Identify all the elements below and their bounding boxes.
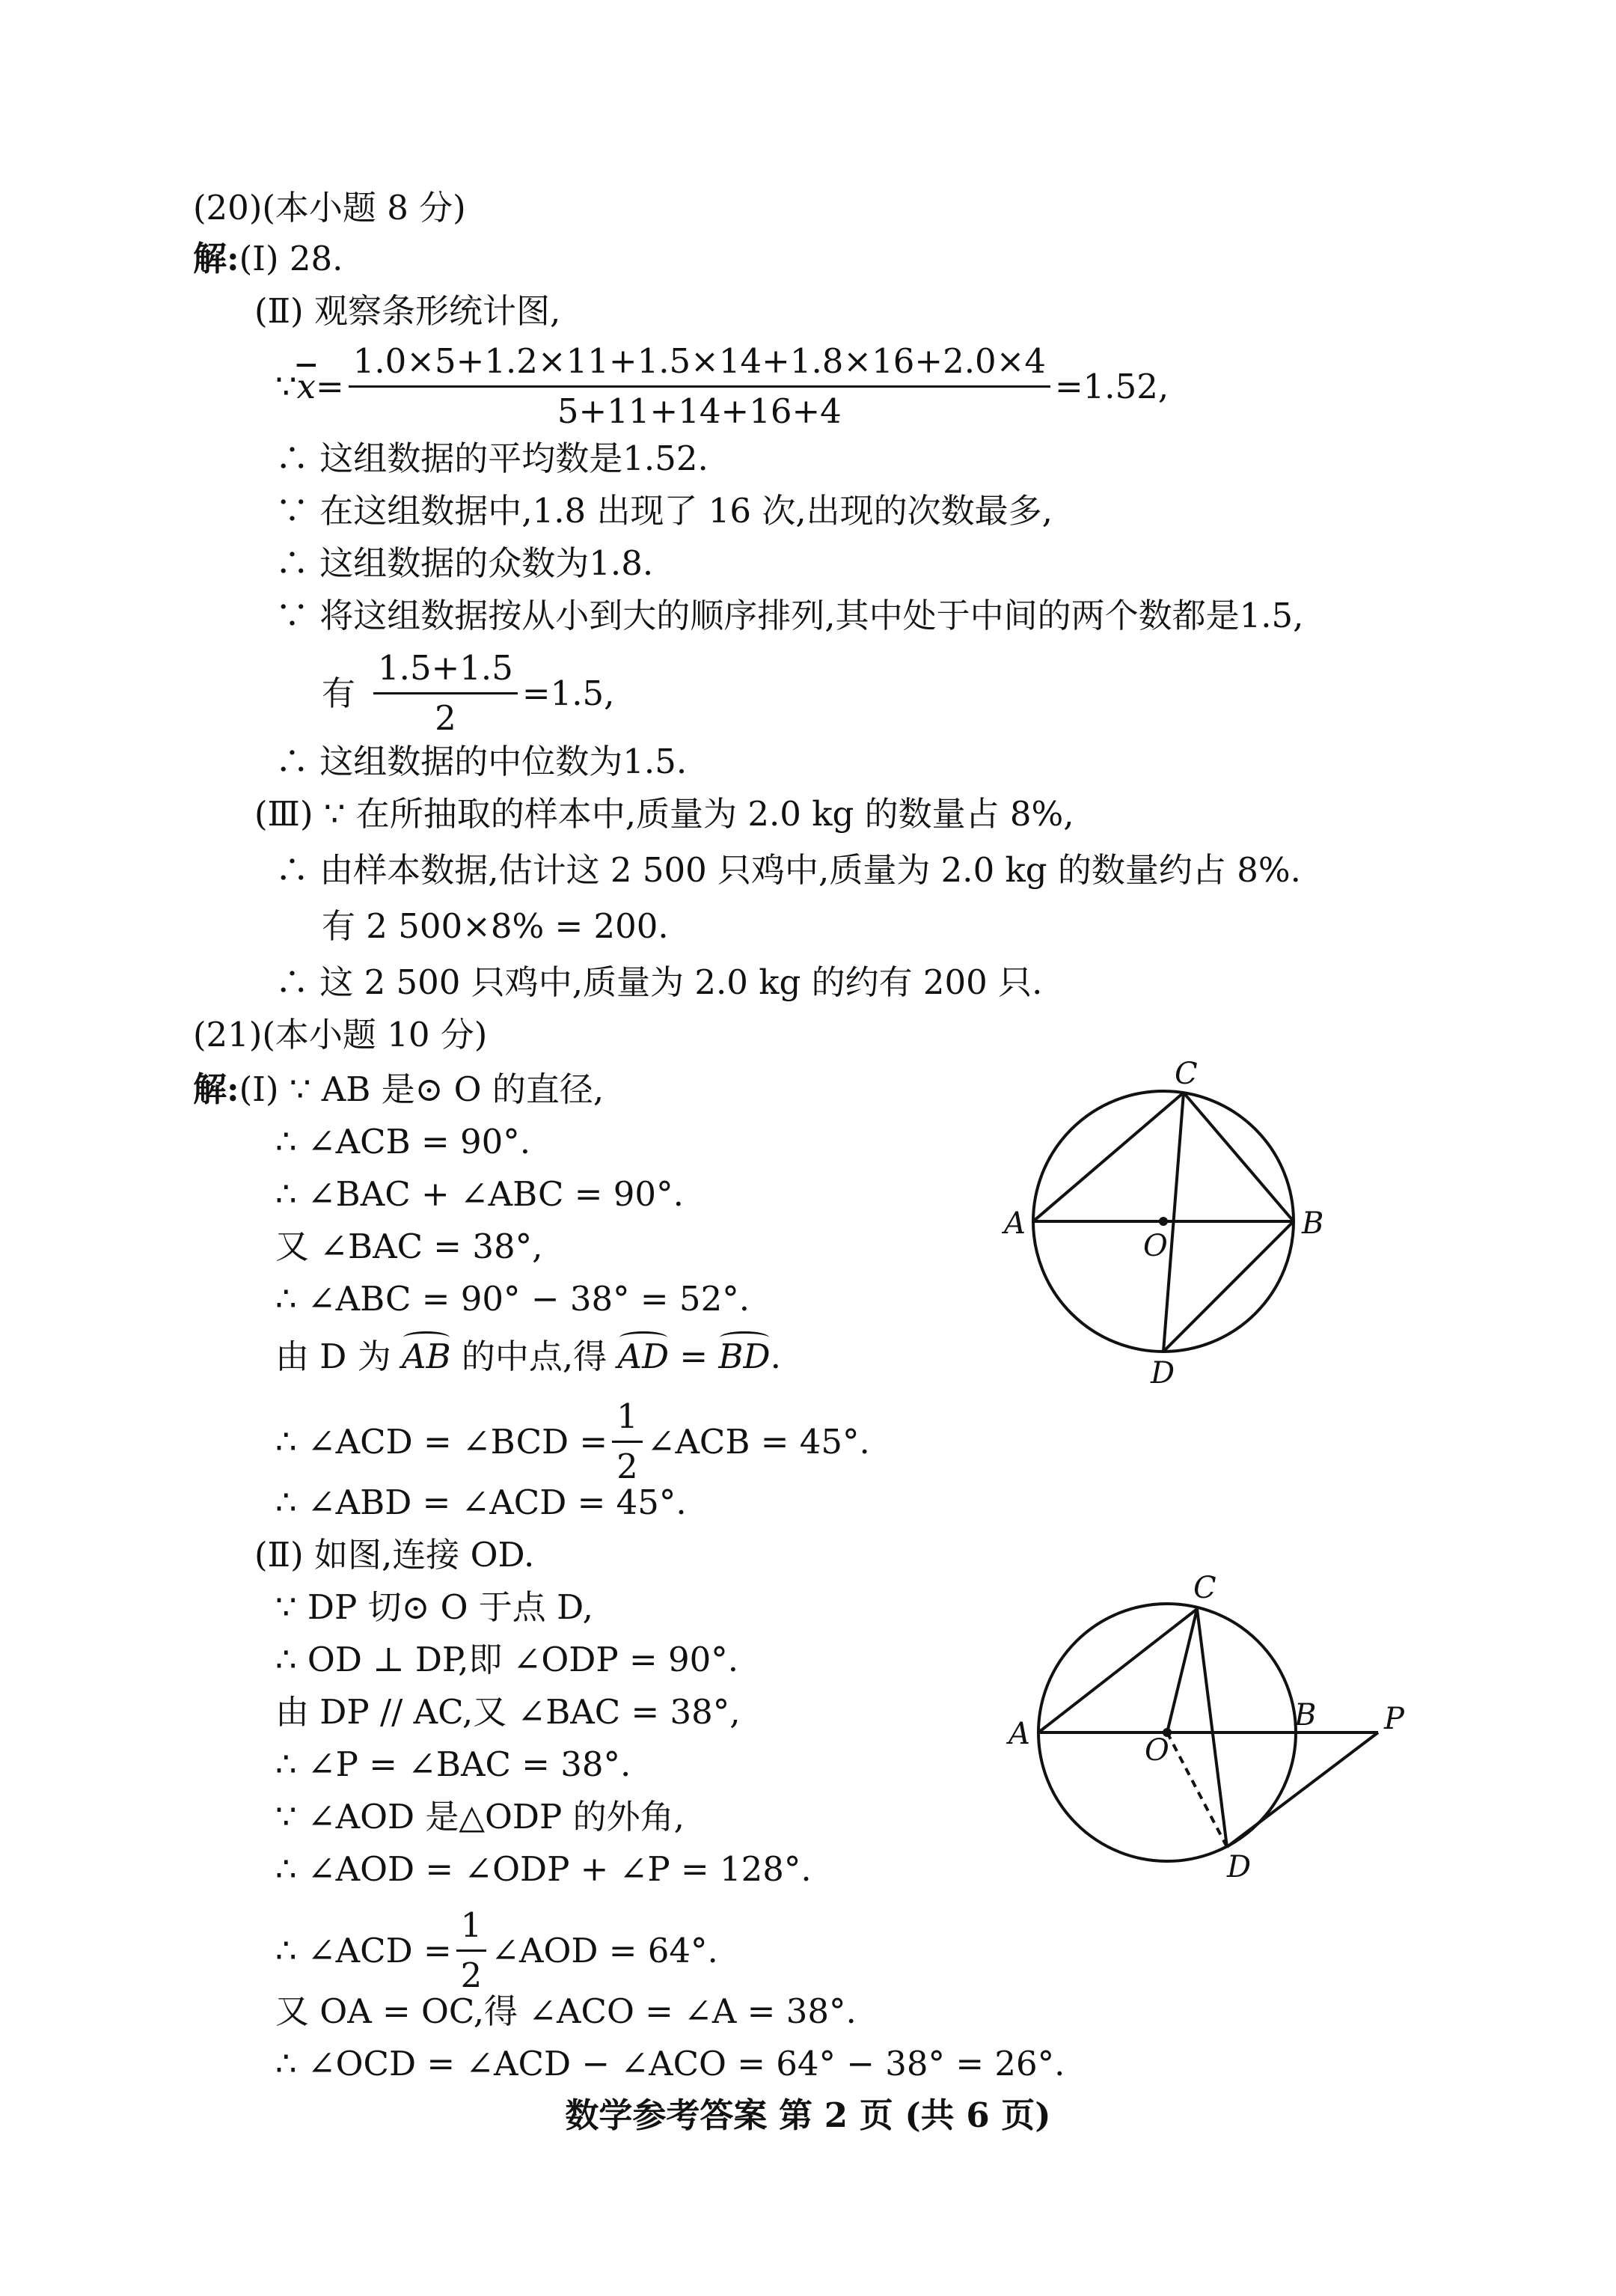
- chord-bd: [1163, 1221, 1294, 1352]
- label-o: O: [1145, 1733, 1169, 1768]
- you-label: 有: [322, 673, 356, 713]
- mean-denominator: 5+11+14+16+4: [557, 391, 842, 431]
- chord-cd: [1197, 1609, 1227, 1847]
- mean-variable: $\overline{x}$: [296, 366, 316, 406]
- q20-part3-intro: (Ⅲ) ∵ 在所抽取的样本中,质量为 2.0 kg 的数量占 8%,: [254, 794, 1074, 834]
- q21-step-1: ∴ ∠ACB = 90°.: [275, 1122, 531, 1161]
- mean-numerator: 1.0×5+1.2×11+1.5×14+1.8×16+2.0×4: [349, 341, 1050, 388]
- step7-text-a: ∴ ∠ACD =: [275, 1930, 452, 1970]
- q21-step-2: ∴ ∠BAC + ∠ABC = 90°.: [275, 1174, 684, 1214]
- q20-mean-conclusion: ∴ 这组数据的平均数是1.52.: [275, 439, 708, 478]
- median-result: =1.5,: [521, 673, 615, 713]
- label-b: B: [1302, 1206, 1324, 1241]
- because-symbol: ∵: [275, 366, 297, 406]
- step5-eq: =: [669, 1337, 719, 1376]
- q20-median-reason: ∵ 将这组数据按从小到大的顺序排列,其中处于中间的两个数都是1.5,: [275, 596, 1304, 635]
- arc-ab: AB: [402, 1337, 451, 1376]
- figure-2-tangent-diagram: [1003, 1564, 1436, 1878]
- q21-part2-step-8: 又 OA = OC,得 ∠ACO = ∠A = 38°.: [275, 1991, 857, 2031]
- q21-part1-given: (Ⅰ) ∵ AB 是⊙ O 的直径,: [239, 1069, 605, 1109]
- label-c: C: [1175, 1057, 1198, 1091]
- median-fraction: [373, 647, 518, 739]
- label-p: P: [1384, 1702, 1404, 1736]
- q20-mode-reason: ∵ 在这组数据中,1.8 出现了 16 次,出现的次数最多,: [275, 491, 1053, 531]
- half-denominator-2: 2: [460, 1955, 483, 1995]
- q21-header: (21)(本小题 10 分): [193, 1015, 488, 1054]
- step5-text-c: .: [770, 1337, 781, 1376]
- q20-header: (20)(本小题 8 分): [193, 188, 466, 228]
- arc-bd: BD: [718, 1337, 771, 1376]
- q20-median-equation: [322, 647, 614, 739]
- step6-text-a: ∴ ∠ACD = ∠BCD =: [275, 1421, 608, 1462]
- q20-calculation: 有 2 500×8% = 200.: [322, 906, 669, 946]
- half-fraction-2: [456, 1905, 487, 1997]
- label-a: A: [1009, 1717, 1030, 1751]
- median-numerator: 1.5+1.5: [373, 647, 518, 694]
- q21-part2-step-7: [275, 1905, 718, 1997]
- tangent-dp: [1227, 1732, 1378, 1847]
- label-c: C: [1193, 1571, 1216, 1605]
- label-d: D: [1227, 1850, 1252, 1878]
- q20-part2-intro: (Ⅱ) 观察条形统计图,: [254, 291, 561, 331]
- equals-sign: =: [316, 366, 344, 406]
- figure-1-circle-diagram: [988, 1048, 1347, 1407]
- q21-part2-intro: (Ⅱ) 如图,连接 OD.: [254, 1535, 535, 1575]
- solution-label: 解:: [193, 239, 239, 278]
- arc-ad: AD: [617, 1337, 670, 1376]
- q21-step-6: [275, 1396, 870, 1488]
- label-o: O: [1143, 1229, 1168, 1263]
- q21-part2-step-3: 由 DP // AC,又 ∠BAC = 38°,: [275, 1692, 741, 1732]
- q20-part1-answer: (Ⅰ) 28.: [239, 239, 343, 278]
- q21-step-7: ∴ ∠ABD = ∠ACD = 45°.: [275, 1483, 687, 1522]
- step6-text-b: ∠ACB = 45°.: [646, 1421, 870, 1462]
- radius-od-dashed: [1167, 1732, 1227, 1847]
- half-numerator-2: 1: [456, 1905, 487, 1952]
- step5-text-a: 由 D 为: [275, 1337, 402, 1376]
- q21-part2-step-6: ∴ ∠AOD = ∠ODP + ∠P = 128°.: [275, 1849, 812, 1889]
- half-fraction: [612, 1396, 643, 1488]
- mean-result: =1.52,: [1054, 366, 1169, 406]
- q20-median-conclusion: ∴ 这组数据的中位数为1.5.: [275, 742, 688, 781]
- q21-part2-step-1: ∵ DP 切⊙ O 于点 D,: [275, 1587, 593, 1627]
- q21-part1-intro: [193, 1069, 604, 1111]
- q21-part2-step-4: ∴ ∠P = ∠BAC = 38°.: [275, 1744, 631, 1784]
- step5-text-b: 的中点,得: [450, 1337, 618, 1376]
- median-denominator: 2: [435, 698, 456, 738]
- page-footer: 数学参考答案 第 2 页 (共 6 页): [565, 2095, 1051, 2135]
- half-numerator: 1: [612, 1396, 643, 1443]
- q21-step-5: [275, 1336, 781, 1378]
- q20-part1: [193, 238, 343, 280]
- q20-final: ∴ 这 2 500 只鸡中,质量为 2.0 kg 的约有 200 只.: [275, 962, 1043, 1002]
- q20-mode-conclusion: ∴ 这组数据的众数为1.8.: [275, 543, 654, 583]
- chord-ac: [1038, 1609, 1197, 1732]
- solution-label: 解:: [193, 1069, 239, 1109]
- q21-part2-step-9: ∴ ∠OCD = ∠ACD − ∠ACO = 64° − 38° = 26°.: [275, 2044, 1065, 2083]
- label-a: A: [1004, 1206, 1026, 1241]
- step7-text-b: ∠AOD = 64°.: [491, 1930, 718, 1970]
- label-b: B: [1294, 1698, 1317, 1732]
- q21-part2-step-5: ∵ ∠AOD 是△ODP 的外角,: [275, 1797, 685, 1837]
- mean-fraction: [349, 341, 1050, 433]
- center-point: [1159, 1217, 1168, 1226]
- q20-estimate: ∴ 由样本数据,估计这 2 500 只鸡中,质量为 2.0 kg 的数量约占 8%.: [275, 850, 1301, 890]
- chord-ac: [1033, 1093, 1184, 1221]
- q21-part2-step-2: ∴ OD ⊥ DP,即 ∠ODP = 90°.: [275, 1640, 739, 1679]
- half-denominator: 2: [616, 1447, 638, 1486]
- q21-step-3: 又 ∠BAC = 38°,: [275, 1227, 543, 1266]
- q20-mean-equation: [275, 341, 1169, 433]
- q21-step-4: ∴ ∠ABC = 90° − 38° = 52°.: [275, 1279, 750, 1319]
- label-d: D: [1151, 1356, 1175, 1390]
